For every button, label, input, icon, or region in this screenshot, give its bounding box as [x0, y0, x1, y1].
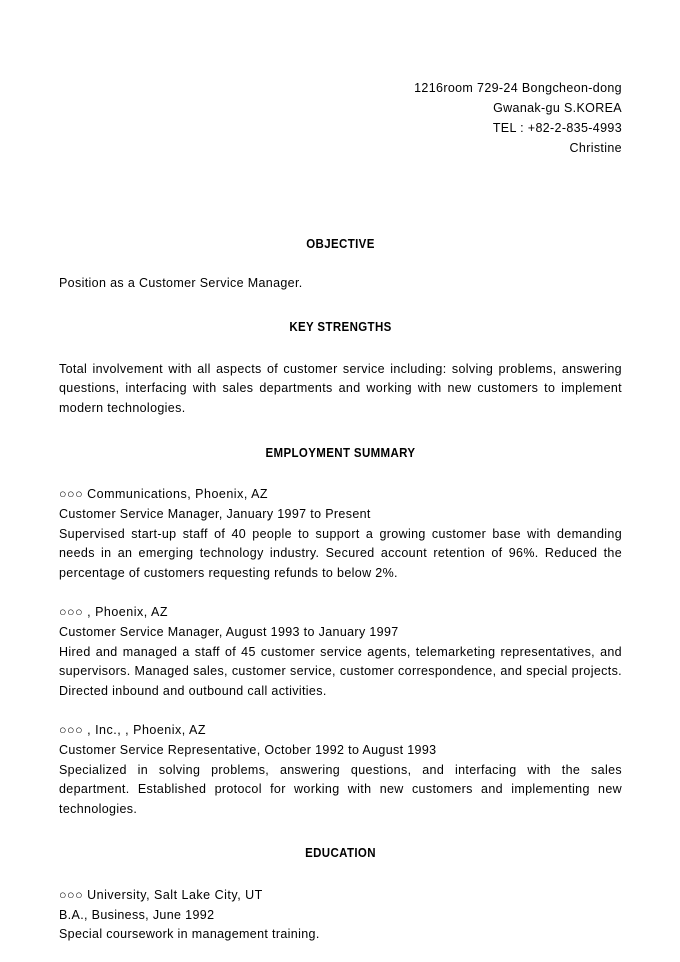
section-heading-key-strengths: KEY STRENGTHS [289, 319, 392, 334]
contact-address-line-2: Gwanak-gu S.KOREA [493, 101, 622, 115]
section-heading-employment-summary: EMPLOYMENT SUMMARY [265, 446, 416, 461]
contact-header [59, 78, 622, 158]
job-company: ○○○ Communications, Phoenix, AZ [59, 487, 269, 502]
contact-address-line-1: 1216room 729-24 Bongcheon-dong [414, 81, 622, 95]
resume-content [59, 0, 622, 945]
contact-phone: TEL : +82-2-835-4993 [492, 121, 622, 135]
section-heading-objective: OBJECTIVE [306, 237, 375, 251]
job-description: Specialized in solving problems, answering questions, and interfacing with the sales department. Established protocol for working with new customers and implementing new technologies. [59, 762, 622, 816]
section-heading-education: EDUCATION [305, 846, 376, 861]
job-entry [59, 721, 622, 819]
key-strengths-body: Total involvement with all aspects of customer service including: solving problems, answering questions, interfacing with sales departments and working with new customers to implement modern technologies. [59, 361, 622, 415]
contact-name: Christine [569, 141, 622, 155]
job-description: Hired and managed a staff of 45 customer service agents, telemarketing representatives, and supervisors. Managed sales, customer service, customer correspondence, and special projects. Directed inbound and outbound call activities. [59, 644, 622, 698]
job-entry [59, 603, 622, 701]
education-degree: B.A., Business, June 1992 [59, 907, 215, 922]
job-entry [59, 485, 622, 583]
objective-body: Position as a Customer Service Manager. [59, 276, 303, 290]
job-title-dates: Customer Service Representative, October 1992 to August 1993 [59, 742, 437, 757]
education-note: Special coursework in management training. [59, 927, 320, 942]
education-entry [59, 886, 622, 945]
job-description: Supervised start-up staff of 40 people to support a growing customer base with demanding needs in an emerging technology industry. Secured account retention of 96%. Reduced the percentage of customers requesting refunds to below 2%. [59, 526, 622, 580]
job-title-dates: Customer Service Manager, January 1997 to Present [59, 506, 371, 521]
job-company: ○○○ , Phoenix, AZ [59, 605, 168, 620]
job-title-dates: Customer Service Manager, August 1993 to January 1997 [59, 624, 399, 639]
job-company: ○○○ , Inc., , Phoenix, AZ [59, 723, 207, 738]
education-school: ○○○ University, Salt Lake City, UT [59, 888, 263, 903]
